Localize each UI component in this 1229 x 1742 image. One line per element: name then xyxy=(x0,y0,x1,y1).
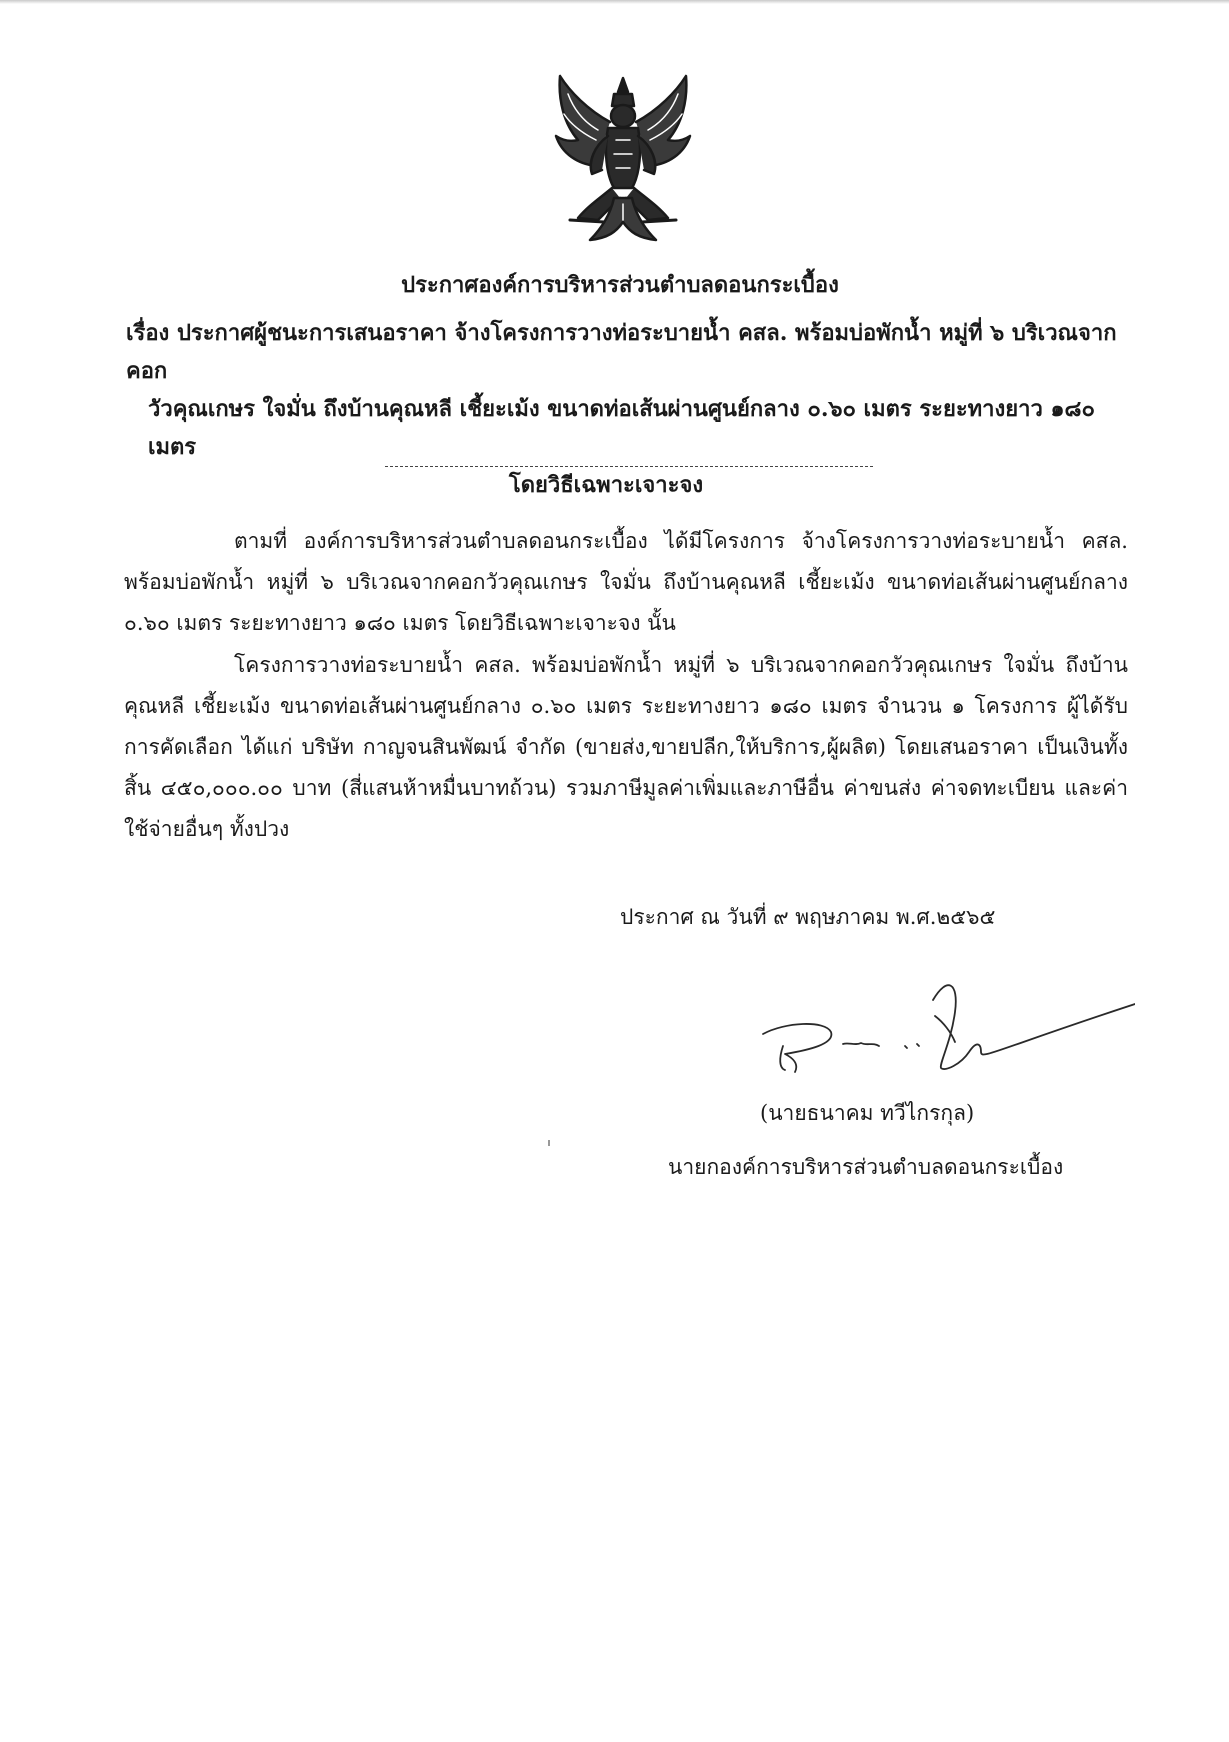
subject-line-1: เรื่อง ประกาศผู้ชนะการเสนอราคา จ้างโครงการวางท่อระบายน้ำ คสล. พร้อมบ่อพักน้ำ หมู่ที่ ๖ บริเวณจากคอก xyxy=(126,320,1117,384)
body-paragraph-2: โครงการวางท่อระบายน้ำ คสล. พร้อมบ่อพักน้ำ หมู่ที่ ๖ บริเวณจากคอกวัวคุณเกษร ใจมั่น ถึงบ้านคุณหลี เชี้ยะเม้ง ขนาดท่อเส้นผ่านศูนย์กลาง ๐.๖๐ เมตร ระยะทางยาว ๑๘๐ เมตร จำนวน ๑ โครงการ ผู้ได้รับการคัดเลือก ได้แก่ บริษัท กาญจนสินพัฒน์ จำกัด (ขายส่ง,ขายปลีก,ให้บริการ,ผู้ผลิต) โดยเสนอราคา เป็นเงินทั้งสิ้น ๔๕๐,๐๐๐.๐๐ บาท (สี่แสนห้าหมื่นบาทถ้วน) รวมภาษีมูลค่าเพิ่มและภาษีอื่น ค่าขนส่ง ค่าจดทะเบียน และค่าใช้จ่ายอื่นๆ ทั้งปวง xyxy=(124,653,1128,841)
scan-speck xyxy=(548,1140,550,1146)
document-subject xyxy=(110,314,1146,504)
scan-edge xyxy=(0,0,1229,4)
document-title: ประกาศองค์การบริหารส่วนตำบลดอนกระเบื้อง xyxy=(401,272,839,298)
announcement-date: ประกาศ ณ วันที่ ๙ พฤษภาคม พ.ศ.๒๕๖๕ xyxy=(620,905,996,929)
signer-title: นายกองค์การบริหารส่วนตำบลดอนกระเบื้อง xyxy=(668,1155,1064,1179)
subject-line-3: โดยวิธีเฉพาะเจาะจง xyxy=(508,472,704,498)
dashed-divider xyxy=(385,466,873,467)
subject-line-2: วัวคุณเกษร ใจมั่น ถึงบ้านคุณหลี เชี้ยะเม้ง ขนาดท่อเส้นผ่านศูนย์กลาง ๐.๖๐ เมตร ระยะทางยาว ๑๘๐ เมตร xyxy=(148,396,1095,460)
body-paragraph-1: ตามที่ องค์การบริหารส่วนตำบลดอนกระเบื้อง ได้มีโครงการ จ้างโครงการวางท่อระบายน้ำ คสล. พร้อมบ่อพักน้ำ หมู่ที่ ๖ บริเวณจากคอกวัวคุณเกษร ใจมั่น ถึงบ้านคุณหลี เชี้ยะเม้ง ขนาดท่อเส้นผ่านศูนย์กลาง ๐.๖๐ เมตร ระยะทางยาว ๑๘๐ เมตร โดยวิธีเฉพาะเจาะจง นั้น xyxy=(124,529,1128,635)
signer-name: (นายธนาคม ทวีไกรกุล) xyxy=(760,1101,975,1125)
handwritten-signature xyxy=(755,972,1135,1092)
garuda-emblem-icon xyxy=(548,70,698,255)
